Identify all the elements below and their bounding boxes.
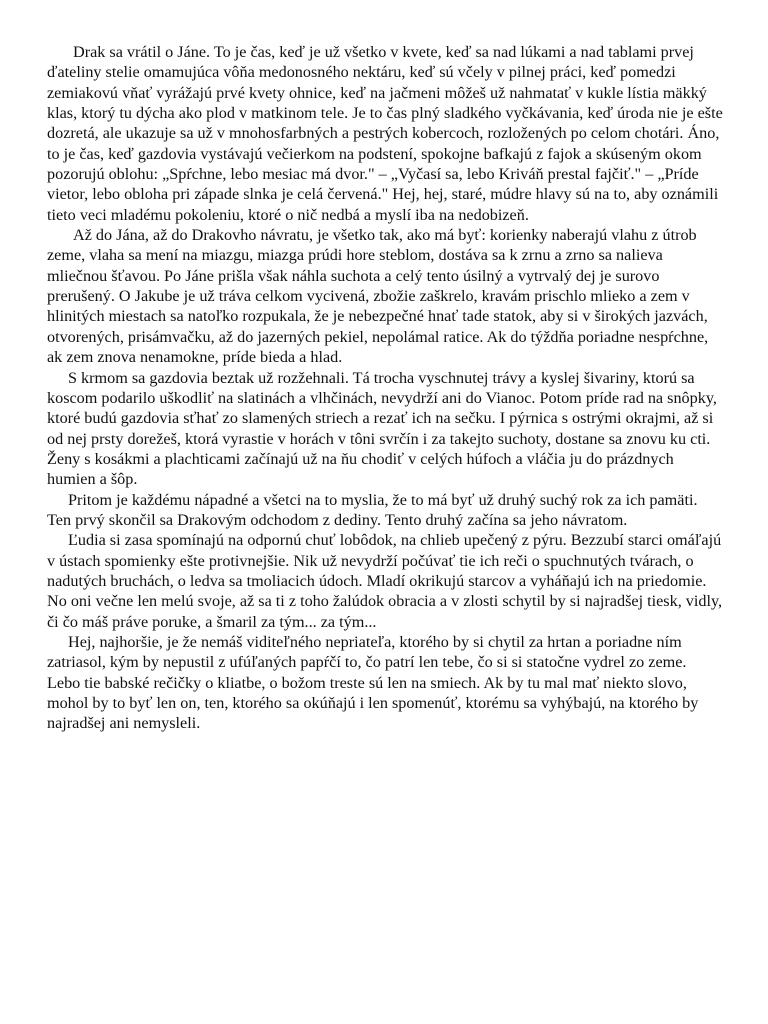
paragraph-6: Hej, najhoršie, je že nemáš viditeľného nepriateľa, ktorého by si chytil za hrtan a poriadne ním zatriasol, kým by nepustil z ufúľaných papŕčí to, čo patrí len tebe, čo si si statočne vydrel zo zeme. Lebo tie babské rečičky o kliatbe, o božom treste sú len na smiech. Ak by tu mal mať niekto slovo, mohol by to byť len on, ten, ktorého sa okúňajú i len spomenúť, ktorému sa vyhýbajú, na ktorého by najradšej ani nemysleli.: [47, 632, 699, 733]
paragraph-3: S krmom sa gazdovia beztak už rozžehnali. Tá trocha vyschnutej trávy a kyslej šivariny, ktorú sa koscom podarilo uškodliť na slatinách a vlhčinách, nevydrží ani do Vianoc. Potom príde rad na snôpky, ktoré budú gazdovia sťhať zo slamených striech a rezať ich na sečku. I pýrnica s ostrými okrajmi, až si od nej prsty dorežeš, ktorá vyrastie v horách v tôni svrčín i za takejto suchoty, dostane sa znovu ku cti. Ženy s kosákmi a plachticami začínajú už na ňu chodiť v celých húfoch a vláčia ju do prázdnych humien a šôp.: [47, 368, 717, 489]
document-page: [47, 42, 723, 734]
paragraph-5: Ľudia si zasa spomínajú na odpornú chuť lobôdok, na chlieb upečený z pýru. Bezzubí starci omáľajú v ústach spomienky ešte protivnejšie. Nik už nevydrží počúvať tie ich reči o spuchnutých tvárach, o nadutých bruchách, o ledva sa tmoliacich údoch. Mladí okrikujú starcov a vyháňajú ich na priedomie. No oni večne len melú svoje, až sa ti z toho žalúdok obracia a v zlosti schytil by si najradšej tiesk, vidly, či čo máš práve poruke, a šmaril za tým... za tým...: [47, 531, 723, 631]
paragraph-4: Pritom je každému nápadné a všetci na to myslia, že to má byť už druhý suchý rok za ich pamäti. Ten prvý skončil sa Drakovým odchodom z dediny. Tento druhý začína sa jeho návratom.: [47, 490, 698, 529]
paragraph-2: Až do Jána, až do Drakovho návratu, je všetko tak, ako má byť: korienky naberajú vlahu z útrob zeme, vlaha sa mení na miazgu, miazga prúdi hore steblom, dostáva sa k zrnu a zrno sa nalieva mliečnou šťavou. Po Jáne prišla však náhla suchota a celý tento úsilný a vytrvalý dej je surovo prerušený. O Jakube je už tráva celkom vycivená, zbožie zaškrelo, kravám prischlo mlieko a zem v hlinitých miestach sa natoľko rozpukala, že je nebezpečné hnať tade statok, aby si v širokých jazvách, otvorených, prisámvačku, až do jazerných pekiel, nepolámal ratice. Ak do týždňa poriadne nespŕchne, ak zem znova nenamokne, príde bieda a hlad.: [47, 226, 709, 367]
paragraph-1: Drak sa vrátil o Jáne. To je čas, keď je už všetko v kvete, keď sa nad lúkami a nad tablami prvej ďateliny stelie omamujúca vôňa medonosného nektáru, keď sú včely v pilnej práci, keď pomedzi zemiakovú vňať vyrážajú prvé kvety ohnice, keď na jačmeni môžeš už nahmatať v kukle lístia mäkký klas, ktorý tu dýcha ako plod v matkinom tele. Je to čas plný sladkého vyčkávania, keď úroda nie je ešte dozretá, ale ukazuje sa už v mnohosfarbných a pestrých kobercoch, rozložených po celom chotári. Áno, to je čas, keď gazdovia vystávajú večierkom na podstení, spokojne bafkajú z fajok a skúseným okom pozorujú oblohu: „Spŕchne, lebo mesiac má dvor." – „Vyčasí sa, lebo Kriváň prestal fajčiť." – „Príde vietor, lebo obloha pri západe slnka je celá červená." Hej, hej, staré, múdre hlavy sú na to, aby oznámili tieto veci mladému pokoleniu, ktoré o nič nedbá a myslí iba na nedobizeň.: [47, 43, 723, 224]
